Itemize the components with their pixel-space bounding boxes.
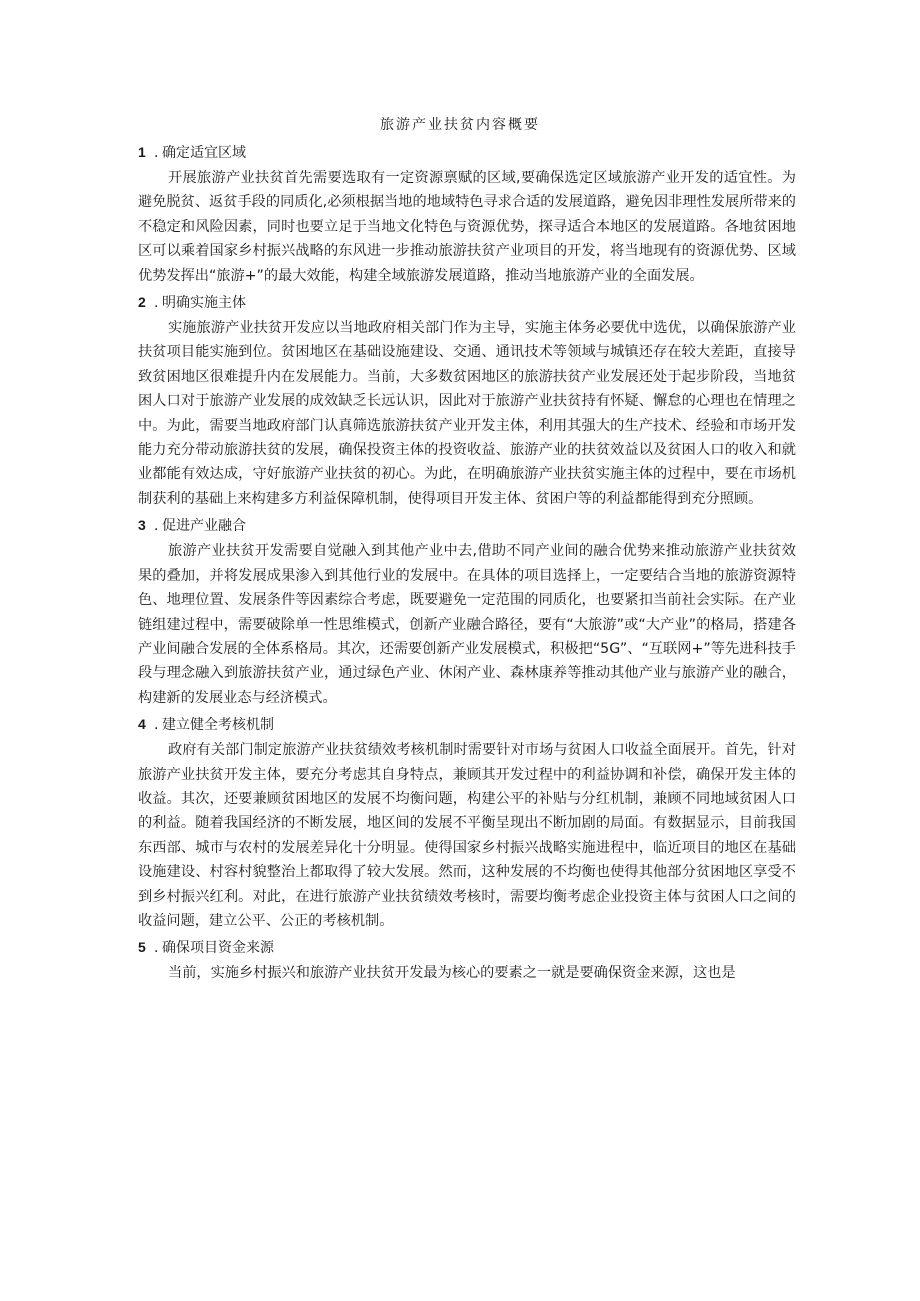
section-paragraph: 当前，实施乡村振兴和旅游产业扶贫开发最为核心的要素之一就是要确保资金来源，这也是 bbox=[168, 965, 736, 982]
section-dot: . bbox=[154, 295, 159, 312]
section-dot: . bbox=[154, 717, 159, 734]
section-number: 4 bbox=[138, 716, 146, 733]
section-dot: . bbox=[154, 518, 159, 535]
section-paragraph: 实施旅游产业扶贫开发应以当地政府相关部门作为主导，实施主体务必要优中选优，以确保旅游产业扶贫项目能实施到位。贫困地区在基础设施建设、交通、通讯技术等领域与城镇还存在较大差距，直接导致贫困地区很难提升内在发展能力。当前，大多数贫困地区的旅游扶贫产业发展还处于起步阶段，当地贫困人口对于旅游产业发展的成效缺乏长远认识，因此对于旅游产业扶贫持有怀疑、懈怠的心理也在情理之中。为此，需要当地政府部门认真筛选旅游扶贫产业开发主体，利用其强大的生产技术、经验和市场开发能力充分带动旅游扶贫的发展，确保投资主体的投资收益、旅游产业的扶贫效益以及贫困人口的收入和就业都能有效达成，守好旅游产业扶贫的初心。为此，在明确旅游产业扶贫实施主体的过程中，要在市场机制获利的基础上来构建多方利益保障机制，使得项目开发主体、贫困户等的利益都能得到充分照顾。 bbox=[138, 320, 796, 507]
section-number: 5 bbox=[138, 939, 146, 956]
section-number: 1 bbox=[138, 144, 146, 160]
section-heading-text: 促进产业融合 bbox=[162, 518, 246, 535]
section-2 bbox=[138, 292, 796, 511]
section-paragraph: 政府有关部门制定旅游产业扶贫绩效考核机制时需要针对市场与贫困人口收益全面展开。首先，针对旅游产业扶贫开发主体，要充分考虑其自身特点，兼顾其开发过程中的利益协调和补偿，确保开发主体的收益。其次，还要兼顾贫困地区的发展不均衡问题，构建公平的补贴与分红机制，兼顾不同地域贫困人口的利益。随着我国经济的不断发展，地区间的发展不平衡呈现出不断加剧的局面。有数据显示，目前我国东西部、城市与农村的发展差异化十分明显。使得国家乡村振兴战略实施进程中，临近项目的地区在基础设施建设、村容村貌整治上都取得了较大发展。然而，这种发展的不均衡也使得其他部分贫困地区享受不到乡村振兴红利。对此，在进行旅游产业扶贫绩效考核时，需要均衡考虑企业投资主体与贫困人口之间的收益问题，建立公平、公正的考核机制。 bbox=[138, 742, 796, 929]
section-heading bbox=[138, 515, 796, 535]
section-dot: . bbox=[154, 145, 159, 161]
document-body bbox=[138, 142, 796, 990]
document-title: 旅游产业扶贫内容概要 bbox=[380, 117, 540, 133]
section-heading bbox=[138, 292, 796, 312]
section-1 bbox=[138, 142, 796, 288]
section-heading-text: 建立健全考核机制 bbox=[162, 717, 274, 734]
section-3 bbox=[138, 515, 796, 710]
section-paragraph: 开展旅游产业扶贫首先需要选取有一定资源禀赋的区域,要确保选定区域旅游产业开发的适宜性。为避免脱贫、返贫手段的同质化,必须根据当地的地域特色寻求合适的发展道路，避免因非理性发展所带来的不稳定和风险因素，同时也要立足于当地文化特色与资源优势，探寻适合本地区的发展道路。各地贫困地区可以乘着国家乡村振兴战略的东风进一步推动旅游扶贫产业项目的开发，将当地现有的资源优势、区域优势发挥出“旅游+”的最大效能，构建全域旅游发展道路，推动当地旅游产业的全面发展。 bbox=[138, 170, 796, 284]
section-heading-text: 明确实施主体 bbox=[162, 295, 246, 312]
section-heading bbox=[138, 142, 796, 162]
section-heading-text: 确保项目资金来源 bbox=[162, 940, 274, 957]
section-heading-text: 确定适宜区域 bbox=[162, 145, 246, 161]
section-number: 2 bbox=[138, 294, 146, 311]
section-heading bbox=[138, 714, 796, 734]
section-4 bbox=[138, 714, 796, 933]
section-5 bbox=[138, 937, 796, 985]
section-paragraph: 旅游产业扶贫开发需要自觉融入到其他产业中去,借助不同产业间的融合优势来推动旅游产业扶贫效果的叠加，并将发展成果渗入到其他行业的发展中。在具体的项目选择上，一定要结合当地的旅游资源特色、地理位置、发展条件等因素综合考虑，既要避免一定范围的同质化，也要紧扣当前社会实际。在产业链组建过程中，需要破除单一性思维模式，创新产业融合路径，要有“大旅游”或“大产业”的格局，搭建各产业间融合发展的全体系格局。其次，还需要创新产业发展模式，积极把“5G”、“互联网+”等先进科技手段与理念融入到旅游扶贫产业，通过绿色产业、休闲产业、森林康养等推动其他产业与旅游产业的融合，构建新的发展业态与经济模式。 bbox=[138, 543, 796, 706]
section-heading bbox=[138, 937, 796, 957]
section-number: 3 bbox=[138, 517, 146, 534]
section-dot: . bbox=[154, 940, 159, 957]
